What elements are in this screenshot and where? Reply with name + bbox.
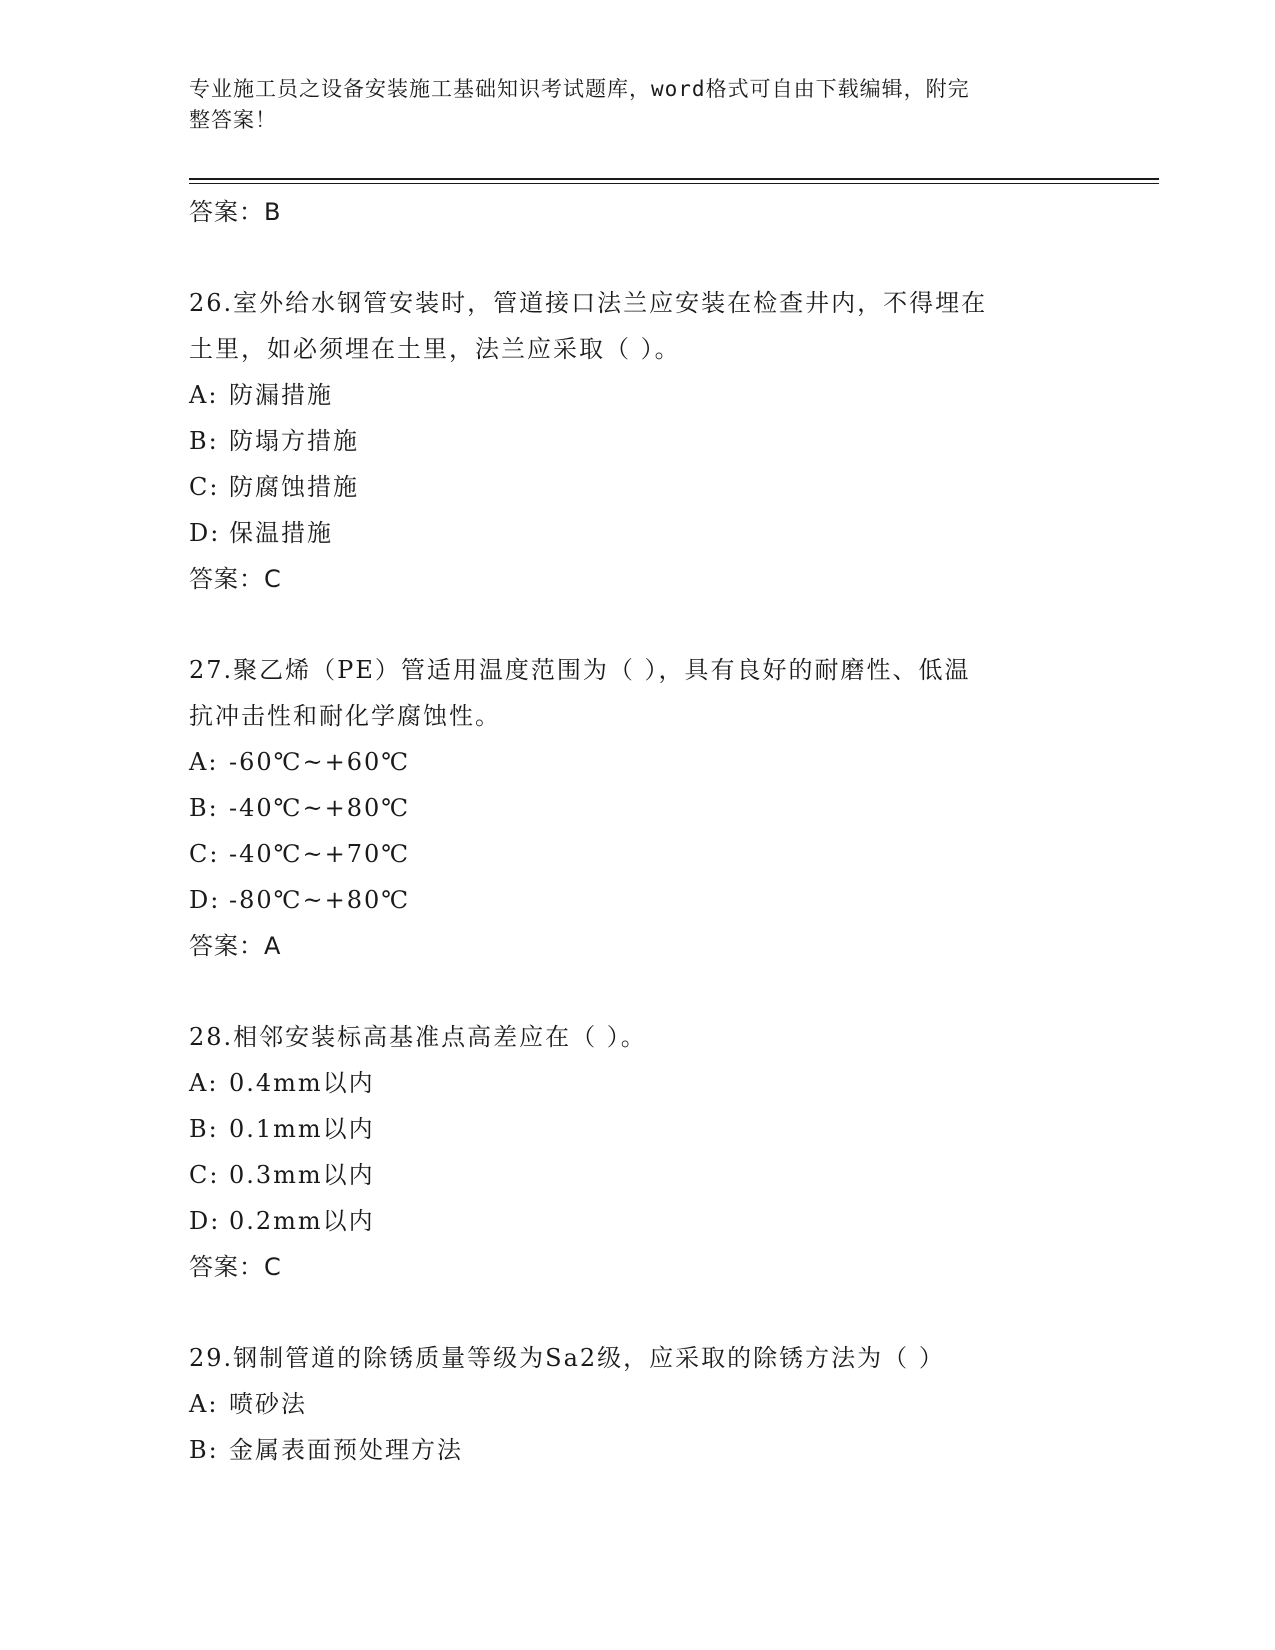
option-c: C: 0.3mm以内 (189, 1161, 375, 1189)
question-stem: 抗冲击性和耐化学腐蚀性。 (189, 702, 501, 730)
question-stem: 27.聚乙烯（PE）管适用温度范围为（ ），具有良好的耐磨性、低温 (189, 656, 971, 684)
header-line-2: 整答案！ (189, 108, 277, 132)
option-b: B: -40℃~+80℃ (189, 794, 411, 822)
option-b: B: 防塌方措施 (189, 427, 359, 455)
option-b: B: 0.1mm以内 (189, 1115, 375, 1143)
option-a: A: -60℃~+60℃ (189, 748, 411, 776)
question-stem: 29.钢制管道的除锈质量等级为Sa2级，应采取的除锈方法为（ ） (189, 1344, 945, 1372)
previous-answer: 答案：B (189, 198, 282, 226)
option-a: A: 0.4mm以内 (189, 1069, 375, 1097)
question-stem: 28.相邻安装标高基准点高差应在（ ）。 (189, 1023, 647, 1051)
option-b: B: 金属表面预处理方法 (189, 1436, 463, 1464)
question-28 (189, 1014, 1089, 1290)
question-29 (189, 1335, 1089, 1473)
option-c: C: 防腐蚀措施 (189, 473, 359, 501)
answer-label: 答案：C (189, 565, 282, 593)
option-a: A: 喷砂法 (189, 1390, 307, 1418)
option-c: C: -40℃~+70℃ (189, 840, 411, 868)
question-stem: 26.室外给水钢管安装时，管道接口法兰应安装在检查井内，不得埋在 (189, 289, 988, 317)
option-d: D: 保温措施 (189, 519, 333, 547)
header-divider-thin (189, 183, 1159, 184)
header-divider (189, 178, 1159, 180)
option-a: A: 防漏措施 (189, 381, 333, 409)
answer-label: 答案：A (189, 932, 282, 960)
question-stem: 土里，如必须埋在土里，法兰应采取（ ）。 (189, 335, 681, 363)
option-d: D: -80℃~+80℃ (189, 886, 411, 914)
header-line-1: 专业施工员之设备安装施工基础知识考试题库，word格式可自由下载编辑，附完 (189, 77, 970, 101)
question-27 (189, 647, 1089, 969)
answer-label: 答案：C (189, 1253, 282, 1281)
question-26 (189, 280, 1089, 602)
document-header (189, 74, 1069, 136)
option-d: D: 0.2mm以内 (189, 1207, 375, 1235)
question-list (189, 189, 1089, 1473)
